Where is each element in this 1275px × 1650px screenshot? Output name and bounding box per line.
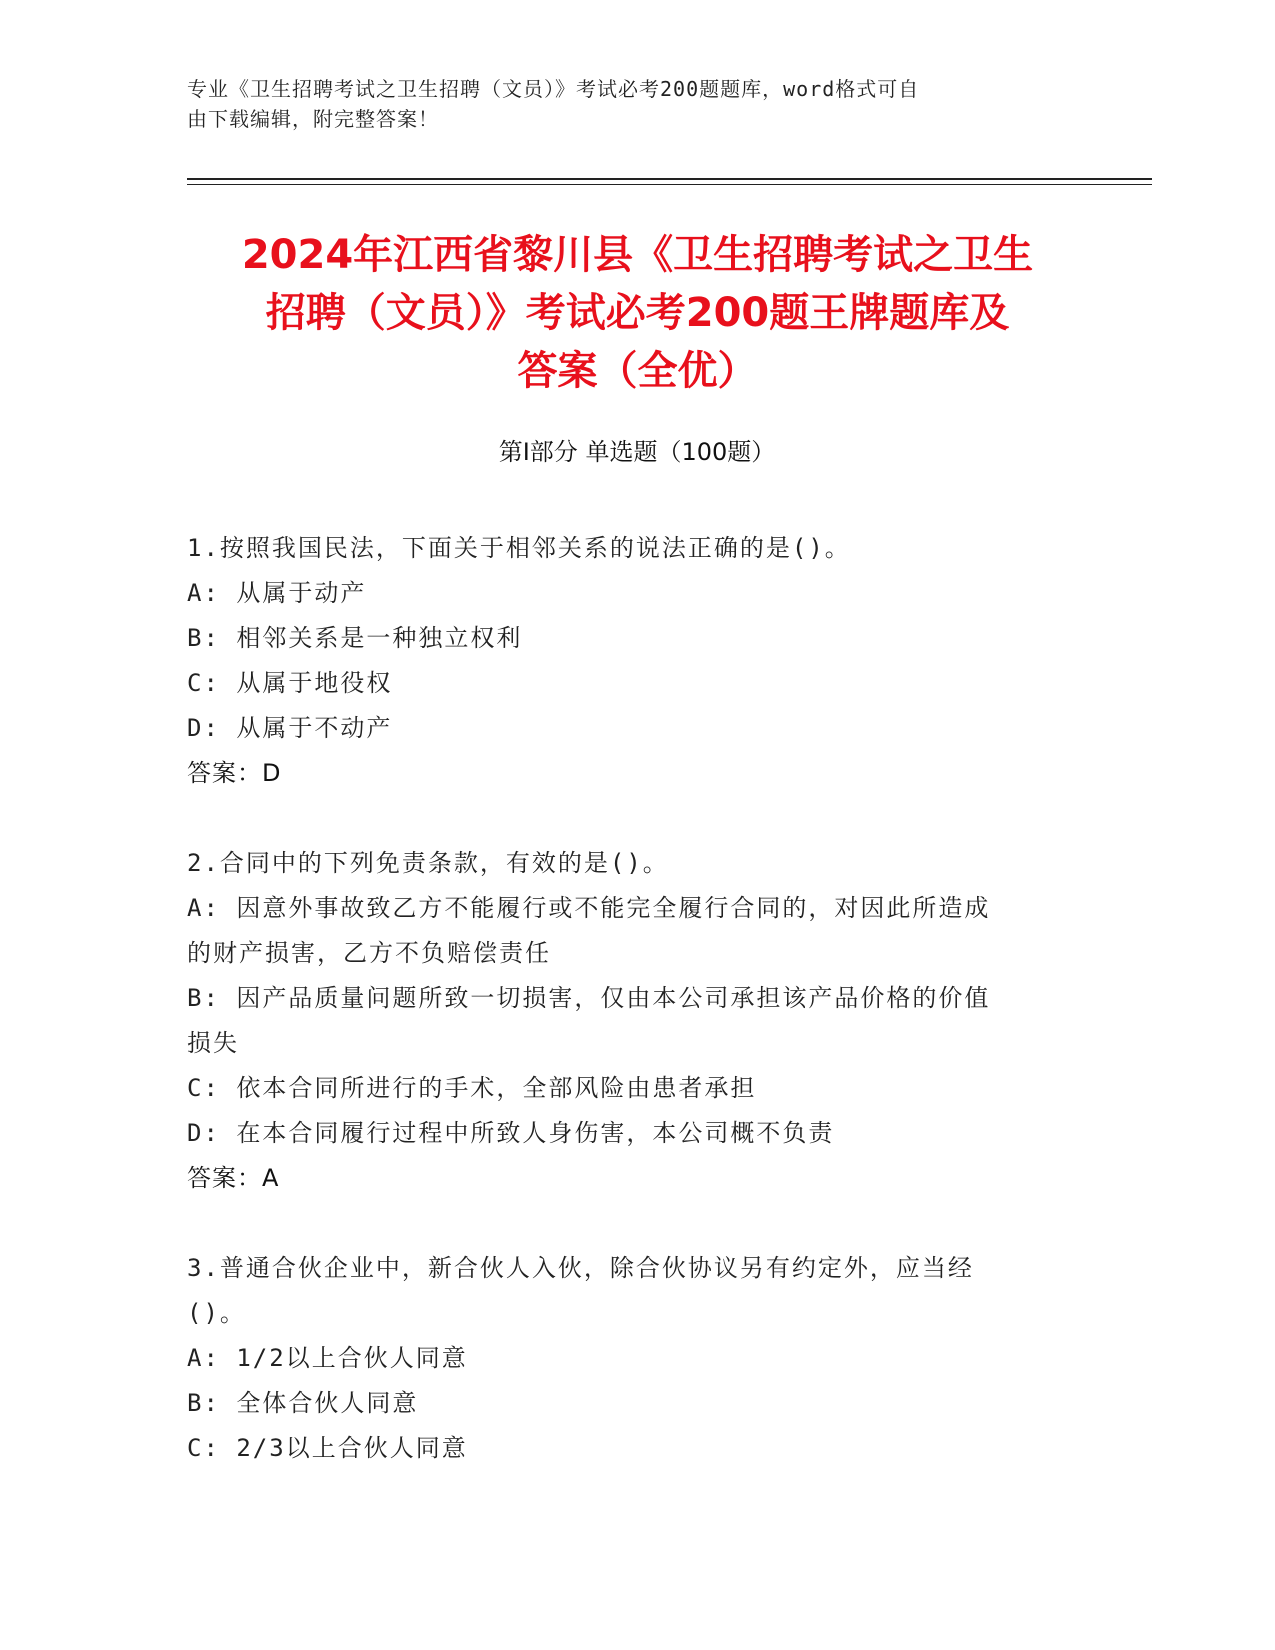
question-option: C: 从属于地役权 [187, 669, 393, 697]
question-stem: 3.普通合伙企业中，新合伙人入伙，除合伙协议另有约定外，应当经 [187, 1254, 974, 1282]
intro-text [187, 74, 1087, 134]
intro-line: 专业《卫生招聘考试之卫生招聘（文员）》考试必考200题题库，word格式可自 [187, 77, 920, 101]
document-title [170, 226, 1105, 400]
answer-label: 答案：D [187, 759, 282, 787]
question-block [187, 1246, 1077, 1471]
question-option: C: 2/3以上合伙人同意 [187, 1434, 468, 1462]
question-option: 损失 [187, 1029, 239, 1057]
question-option: B: 相邻关系是一种独立权利 [187, 624, 523, 652]
question-option: B: 因产品质量问题所致一切损害，仅由本公司承担该产品价格的价值 [187, 984, 991, 1012]
section-heading: 第Ⅰ部分 单选题（100题） [498, 438, 776, 466]
question-option: A: 从属于动产 [187, 579, 367, 607]
header-divider-thin [187, 184, 1152, 185]
question-option: A: 因意外事故致乙方不能履行或不能完全履行合同的，对因此所造成 [187, 894, 991, 922]
intro-line: 由下载编辑，附完整答案！ [187, 107, 439, 131]
title-line: 答案（全优） [517, 348, 758, 394]
header-divider-thick [187, 178, 1152, 180]
question-option: A: 1/2以上合伙人同意 [187, 1344, 468, 1372]
question-option: 的财产损害，乙方不负赔偿责任 [187, 939, 551, 967]
question-stem: ()。 [187, 1299, 246, 1327]
question-option: B: 全体合伙人同意 [187, 1389, 419, 1417]
question-stem: 2.合同中的下列免责条款，有效的是()。 [187, 849, 669, 877]
answer-label: 答案：A [187, 1164, 280, 1192]
question-option: D: 从属于不动产 [187, 714, 393, 742]
question-stem: 1.按照我国民法，下面关于相邻关系的说法正确的是()。 [187, 534, 851, 562]
title-line: 2024年江西省黎川县《卫生招聘考试之卫生 [241, 232, 1034, 278]
question-option: C: 依本合同所进行的手术，全部风险由患者承担 [187, 1074, 757, 1102]
question-list [187, 526, 1077, 1516]
question-option: D: 在本合同履行过程中所致人身伤害，本公司概不负责 [187, 1119, 835, 1147]
title-line: 招聘（文员）》考试必考200题王牌题库及 [265, 290, 1010, 336]
question-block [187, 526, 1077, 796]
question-block [187, 841, 1077, 1201]
